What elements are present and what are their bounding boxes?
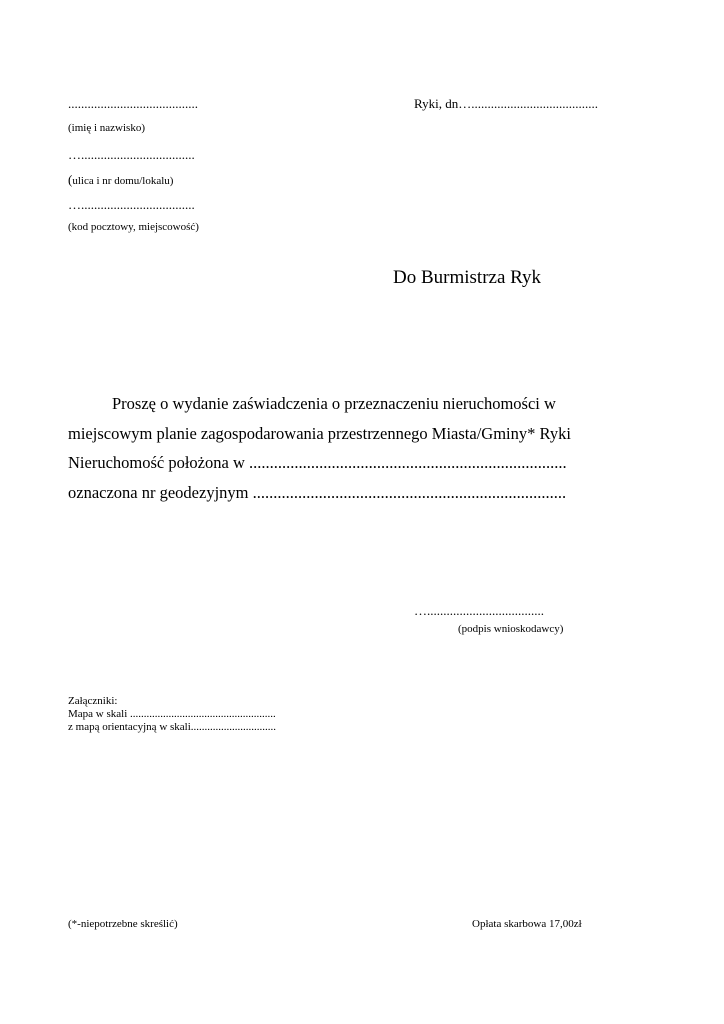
applicant-postal-label: (kod pocztowy, miejscowość) bbox=[68, 221, 199, 233]
signature-line: ….................................... bbox=[414, 603, 544, 618]
applicant-street-paren: ( bbox=[68, 172, 73, 187]
body-line-3: Nieruchomość położona w ............................................................................. bbox=[68, 453, 567, 472]
applicant-name-line: ........................................ bbox=[68, 96, 198, 111]
attachment-item-orientation-map: z mapą orientacyjną w skali............................... bbox=[68, 721, 277, 733]
body-line-2: miejscowym planie zagospodarowania przestrzennego Miasta/Gminy* Ryki bbox=[68, 424, 571, 443]
recipient-title: Do Burmistrza Ryk bbox=[393, 267, 542, 288]
body-line-4: oznaczona nr geodezyjnym ............................................................................ bbox=[68, 483, 567, 502]
applicant-name-label: (imię i nazwisko) bbox=[68, 122, 145, 134]
date-line: Ryki, dn…....................................... bbox=[414, 96, 599, 111]
signature-label: (podpis wnioskodawcy) bbox=[458, 623, 564, 635]
body-line-1: Proszę o wydanie zaświadczenia o przeznaczeniu nieruchomości w bbox=[112, 394, 556, 413]
attachments-heading: Załączniki: bbox=[68, 695, 118, 707]
attachment-item-map: Mapa w skali ..................................................... bbox=[68, 708, 276, 720]
footer-note: (*-niepotrzebne skreślić) bbox=[68, 918, 178, 930]
applicant-street-label-wrap bbox=[68, 172, 173, 188]
applicant-postal-line: …................................... bbox=[68, 197, 195, 212]
applicant-street-line: …................................... bbox=[68, 147, 195, 162]
applicant-street-label: ulica i nr domu/lokalu) bbox=[72, 175, 174, 187]
footer-fee: Opłata skarbowa 17,00zł bbox=[472, 918, 582, 930]
